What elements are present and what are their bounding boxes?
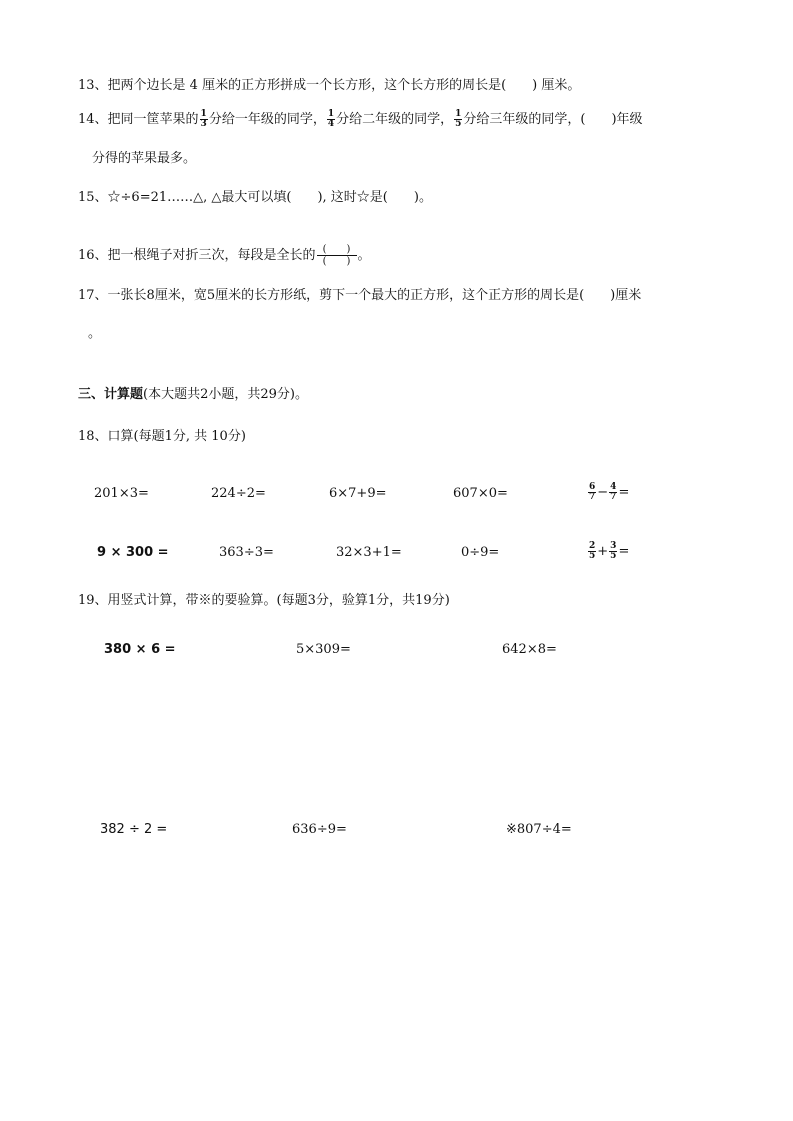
question-16 — [78, 244, 371, 267]
fraction-one-fourth: $\frac{1}{4}$ — [327, 109, 335, 129]
section-3-title: 三、计算题 — [78, 387, 144, 402]
q18-r2-c2: 363÷3= — [219, 545, 274, 560]
q18-r1-c3: 6×7+9= — [329, 486, 387, 501]
question-17: 17、一张长8厘米，宽5厘米的长方形纸，剪下一个最大的正方形，这个正方形的周长是( )厘米 — [78, 288, 642, 303]
fraction-6-7: $\frac{6}{7}$ — [589, 482, 596, 502]
question-19-title: 19、用竖式计算，带※的要验算。(每题3分，验算1分，共19分) — [78, 593, 450, 608]
q19-r2-c1: 382 ÷ 2 = — [100, 822, 168, 837]
q18-r2-fraction-expr: $\frac{2}{5}$ + $\frac{3}{5}$ = — [589, 541, 630, 561]
fraction-one-fifth: $\frac{1}{5}$ — [455, 109, 462, 129]
q16-suffix: 。 — [357, 248, 371, 263]
q19-r1-c3: 642×8= — [502, 642, 557, 657]
q18-r2-c3: 32×3+1= — [336, 545, 402, 560]
question-14 — [78, 110, 643, 129]
question-13: 13、把两个边长是 4 厘米的正方形拼成一个长方形，这个长方形的周长是( ) 厘米。 — [78, 78, 581, 93]
section-3-note: (本大题共2小题，共29分)。 — [143, 387, 308, 402]
section-3-heading — [78, 386, 308, 404]
fraction-one-third: $\frac{1}{3}$ — [200, 109, 207, 129]
q18-r2-c4: 0÷9= — [461, 545, 500, 560]
q18-r1-c4: 607×0= — [453, 486, 508, 501]
fraction-blank: $\frac{( )}{( )}$ — [317, 244, 357, 267]
question-14-line2: 分得的苹果最多。 — [92, 151, 197, 166]
q19-r2-c3: ※807÷4= — [506, 822, 572, 837]
q18-r1-fraction-expr: $\frac{6}{7}$ − $\frac{4}{7}$ = — [589, 482, 630, 502]
q18-r2-c1: 9 × 300 = — [97, 545, 169, 560]
question-17-line2: 。 — [88, 326, 102, 341]
q18-r1-c1: 201×3= — [94, 486, 149, 501]
q19-r1-c1: 380 × 6 = — [104, 642, 176, 657]
q16-prefix: 16、把一根绳子对折三次，每段是全长的 — [78, 248, 316, 263]
question-18-title: 18、口算(每题1分, 共 10分) — [78, 429, 246, 444]
q14-mid3: 分给三年级的同学，( )年级 — [463, 112, 643, 127]
fraction-2-5: $\frac{2}{5}$ — [589, 541, 596, 561]
q18-r1-c2: 224÷2= — [211, 486, 266, 501]
question-15: 15、☆÷6=21……△, △最大可以填( ), 这时☆是( )。 — [78, 190, 432, 205]
fraction-4-7: $\frac{4}{7}$ — [610, 482, 617, 502]
q14-prefix: 14、把同一筐苹果的 — [78, 112, 199, 127]
q19-r2-c2: 636÷9= — [292, 822, 347, 837]
q14-mid2: 分给二年级的同学， — [336, 112, 454, 127]
q19-r1-c2: 5×309= — [296, 642, 351, 657]
q14-mid1: 分给一年级的同学， — [208, 112, 326, 127]
fraction-3-5: $\frac{3}{5}$ — [610, 541, 617, 561]
